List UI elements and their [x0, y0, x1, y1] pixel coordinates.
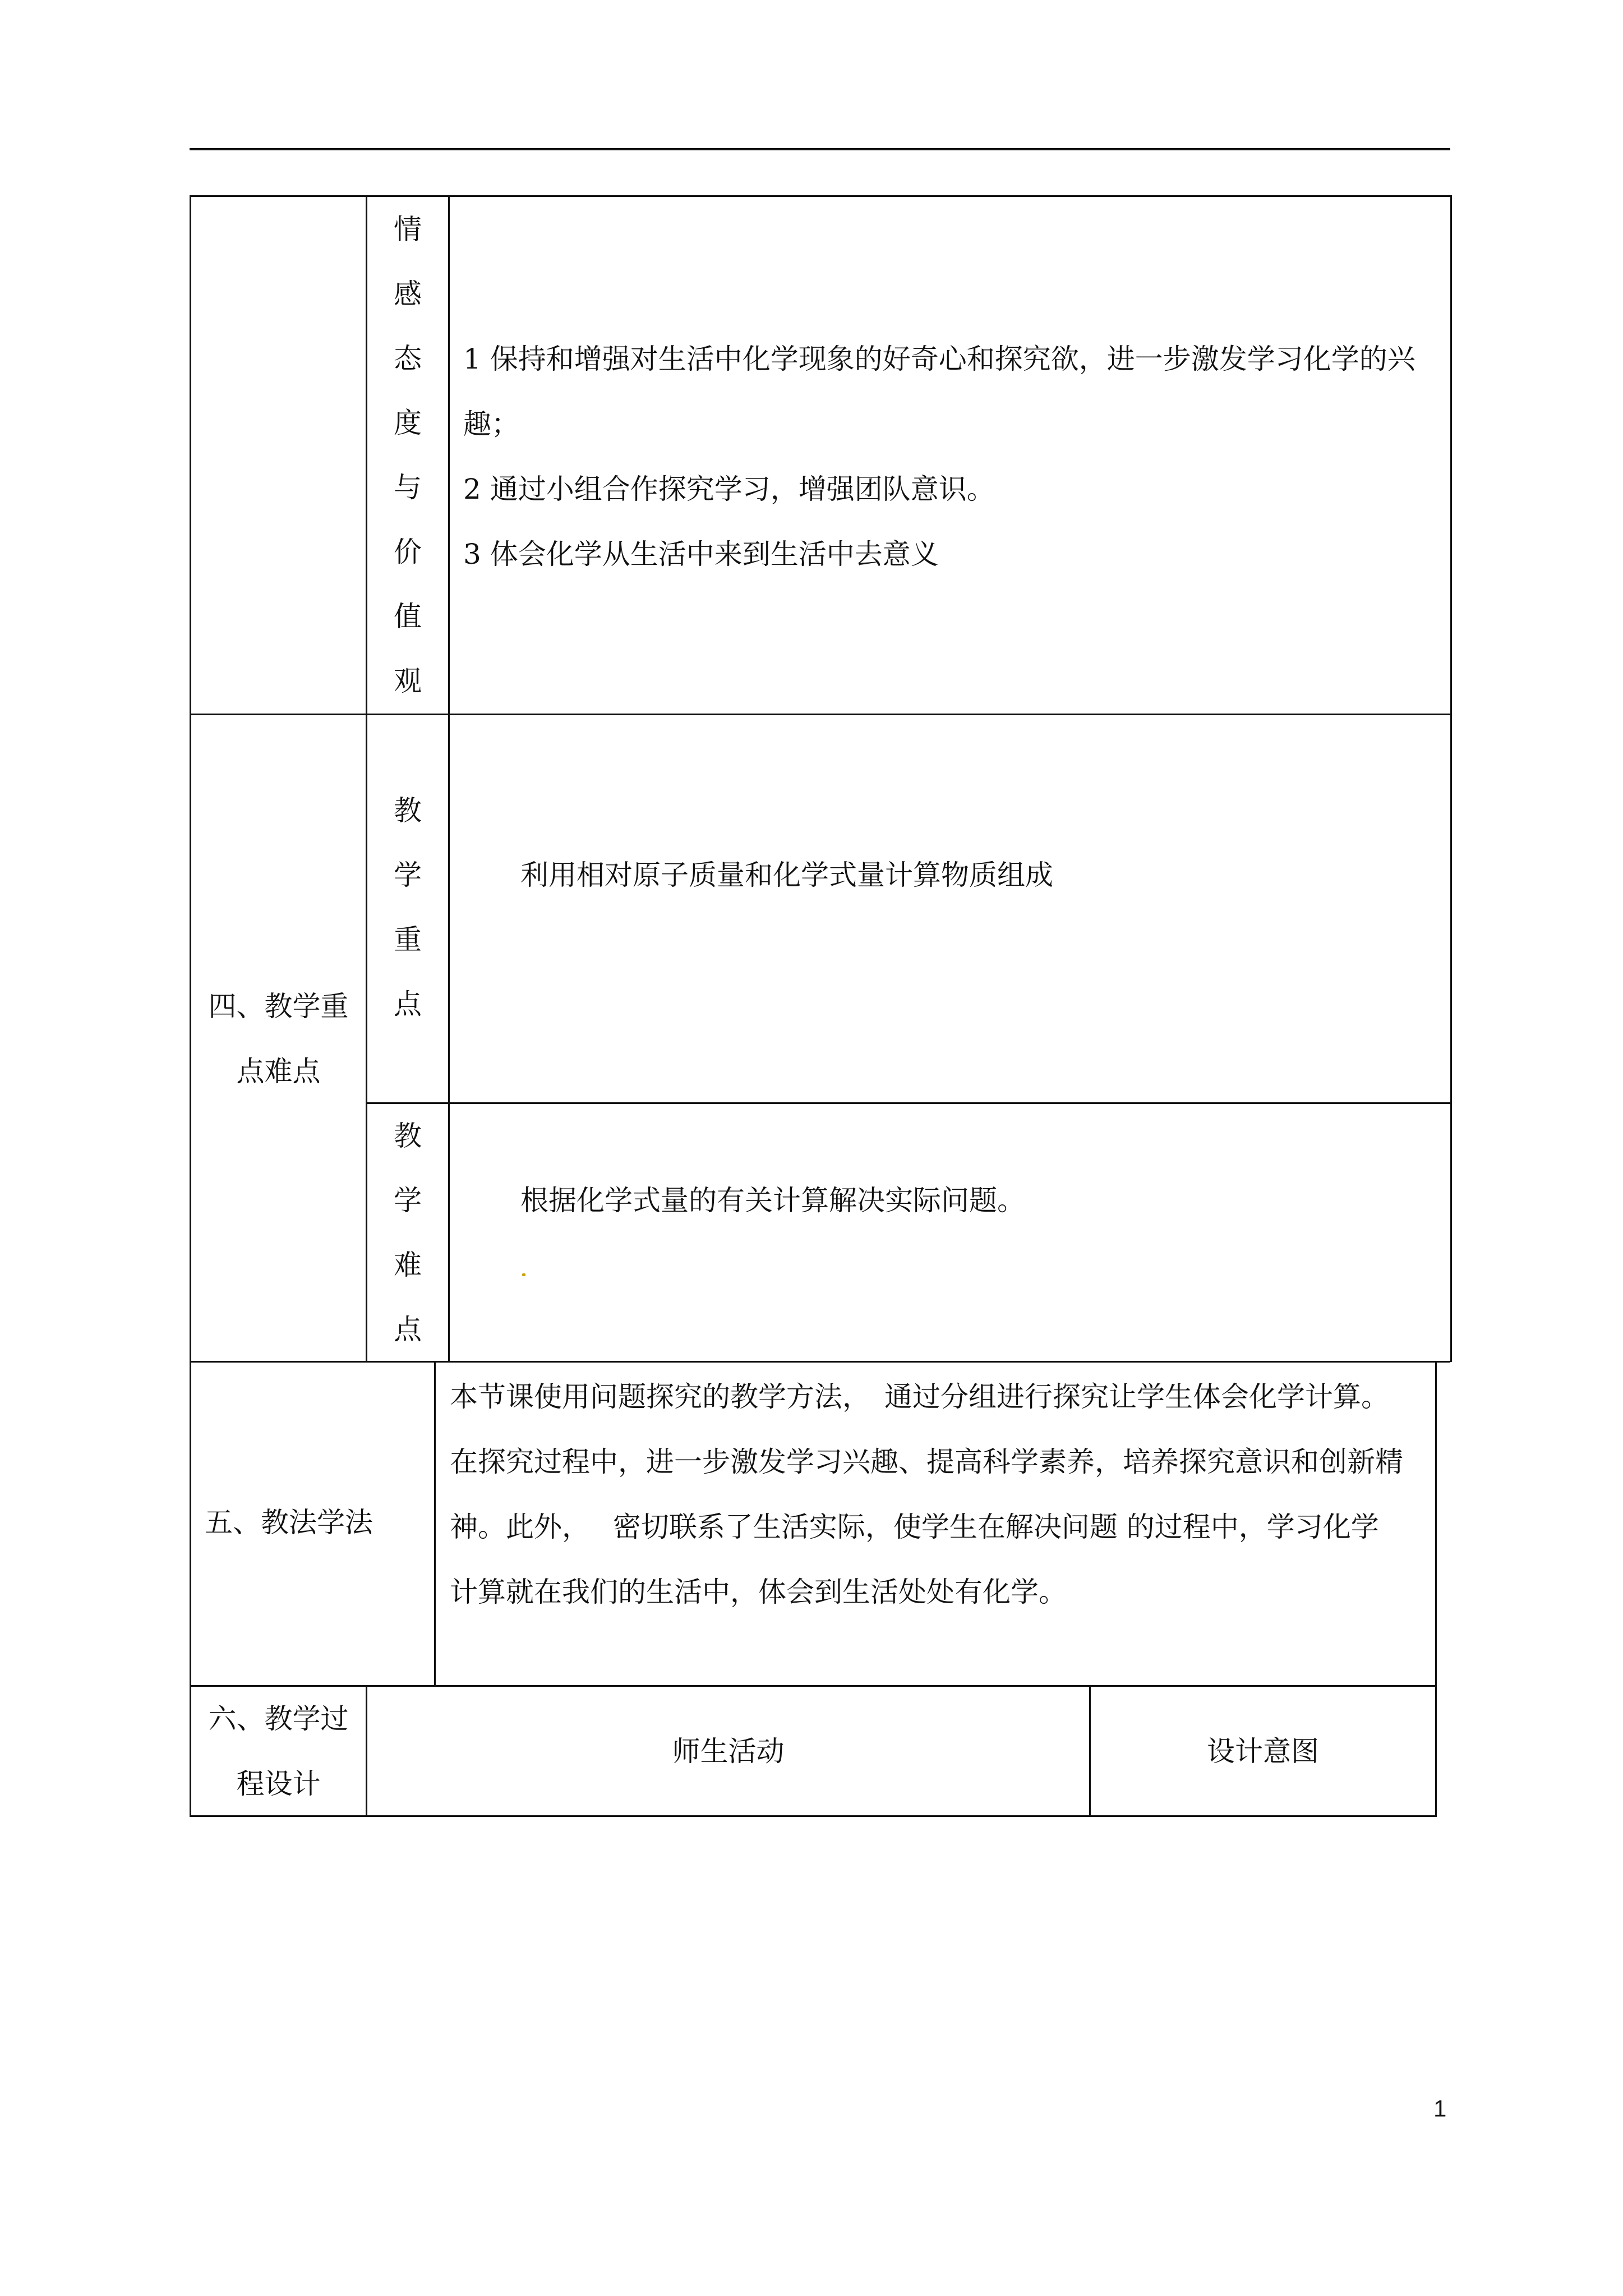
- section5-body: [450, 1364, 1403, 1625]
- affect-label: [391, 197, 425, 714]
- label-char: 态: [394, 342, 422, 375]
- section6-title: [191, 1686, 366, 1816]
- page-number: 1: [1433, 2095, 1447, 2122]
- column-divider: [448, 195, 450, 1362]
- label-char: 学: [394, 1184, 422, 1217]
- label-char: 点: [394, 1313, 422, 1346]
- body-line: 本节课使用问题探究的教学方法， 通过分组进行探究让学生体会化学计算。: [450, 1381, 1389, 1413]
- label-char: 难: [394, 1249, 422, 1281]
- title-line: 点难点: [236, 1055, 321, 1088]
- table-border-bottom: [190, 1815, 1437, 1817]
- affect-goals: [463, 326, 1415, 587]
- goal-line: 1 保持和增强对生活中化学现象的好奇心和探究欲，进一步激发学习化学的兴: [463, 343, 1415, 375]
- column-header-intent: 设计意图: [1207, 1735, 1319, 1768]
- key-point-label: [391, 779, 425, 1037]
- key-point-text: 利用相对原子质量和化学式量计算物质组成: [520, 859, 1053, 891]
- row-divider: [190, 1685, 1437, 1687]
- column-divider: [434, 1361, 436, 1686]
- section4-title: [191, 974, 366, 1104]
- label-char: 情: [394, 213, 422, 246]
- goal-line: 2 通过小组合作探究学习，增强团队意识。: [463, 473, 995, 505]
- title-line: 程设计: [236, 1768, 321, 1800]
- row-divider: [190, 1361, 1450, 1363]
- row-divider: [366, 1102, 1450, 1104]
- table-border-top: [190, 195, 1450, 197]
- row-divider: [190, 714, 1450, 715]
- table-border-right: [1435, 1361, 1437, 1817]
- body-line: 在探究过程中，进一步激发学习兴趣、提高科学素养，培养探究意识和创新精: [450, 1446, 1403, 1478]
- label-char: 度: [394, 407, 422, 439]
- goal-line: 趣；: [463, 408, 519, 440]
- label-char: 教: [394, 794, 422, 827]
- difficult-point-text: 根据化学式量的有关计算解决实际问题。: [520, 1184, 1025, 1217]
- label-char: 学: [394, 859, 422, 891]
- label-char: 价: [394, 536, 422, 568]
- label-char: 教: [394, 1120, 422, 1152]
- body-line: 神。此外， 密切联系了生活实际，使学生在解决问题 的过程中，学习化学: [450, 1511, 1379, 1543]
- label-char: 与: [394, 471, 422, 504]
- title-line: 四、教学重: [208, 990, 349, 1023]
- label-char: 感: [394, 278, 422, 310]
- body-line: 计算就在我们的生活中，体会到生活处处有化学。: [450, 1576, 1067, 1608]
- header-rule: [190, 148, 1450, 150]
- table-border-right: [1450, 195, 1452, 1362]
- label-char: 观: [394, 665, 422, 697]
- label-char: 值: [394, 600, 422, 633]
- title-line: 六、教学过: [208, 1703, 349, 1735]
- label-char: 重: [394, 923, 422, 956]
- stray-mark: [522, 1273, 525, 1276]
- section5-title: 五、教法学法: [205, 1506, 373, 1539]
- column-divider: [366, 195, 367, 1362]
- label-char: 点: [394, 988, 422, 1020]
- column-header-activity: 师生活动: [672, 1735, 785, 1768]
- goal-line: 3 体会化学从生活中来到生活中去意义: [463, 538, 939, 570]
- difficult-point-label: [391, 1104, 425, 1362]
